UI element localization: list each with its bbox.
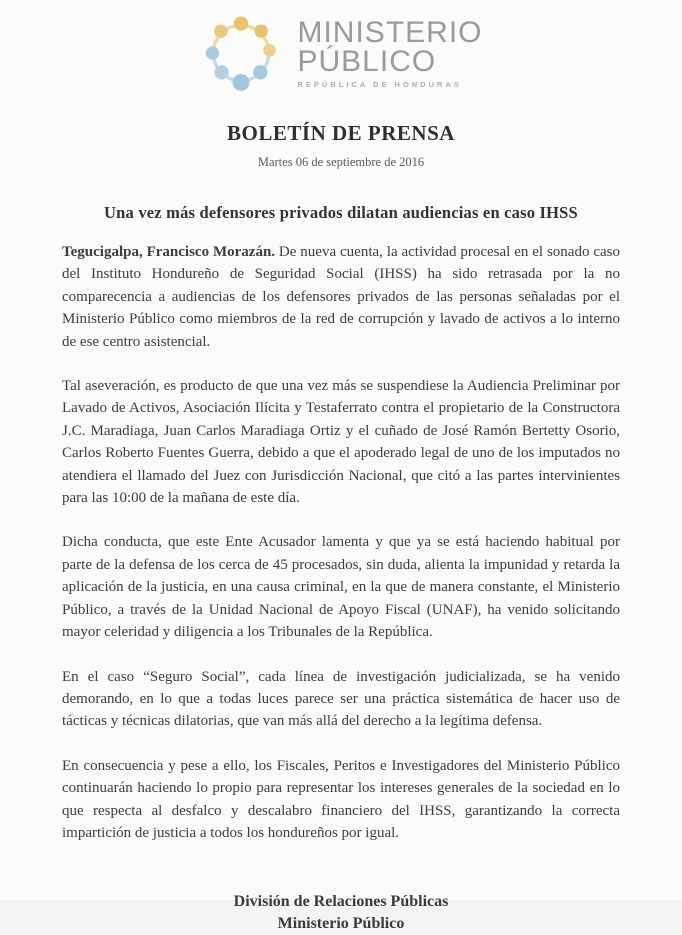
footer-division: División de Relaciones Públicas [233, 893, 449, 911]
paragraph-1-text: De nueva cuenta, la actividad procesal en el sonado caso del Instituto Hondureño de Seguridad Social (IHSS) ha sido retrasada por la no comparecencia a audiencias de los defensores privados de las personas señaladas por el Ministerio Público como miembros de la red de corrupción y lavado de activos a lo interno de ese centro asistencial. [62, 244, 621, 350]
footer-ministry: Ministerio Público [277, 915, 405, 933]
ministry-name-line1: MINISTERIO [297, 15, 483, 49]
body-paragraph-5: En consecuencia y pese a ello, los Fiscales, Peritos e Investigadores del Ministerio Público continuarán haciendo lo propio para representar los intereses generales de la sociedad en lo que respecta al desfalco y descalabro financiero del IHSS, garantizando la correcta impartición de justicia a todos los hondureños por igual. [62, 757, 620, 841]
bulletin-title: BOLETÍN DE PRENSA [227, 121, 455, 145]
body-paragraph-2: Tal aseveración, es producto de que una vez más se suspendiese la Audiencia Preliminar por Lavado de Activos, Asociación Ilícita y Testaferrato contra el propietario de la Constructora J.C. Maradiaga, Juan Carlos Maradiaga Ortiz y el cuñado de José Ramón Bertetty Osorio, Carlos Roberto Fuentes Guerra, debido a que el apoderado legal de uno de los imputados no atendiera el llamado del Juez con Jurisdicción Nacional, que citó a las partes intervinientes para las 10:00 de la mañana de este día. [62, 378, 620, 507]
ministry-tagline: REPÚBLICA DE HONDURAS [297, 79, 462, 89]
dateline-lead: Tegucigalpa, Francisco Morazán. [62, 244, 276, 260]
ministry-logo [0, 0, 682, 99]
circle-of-figures-emblem-icon [199, 11, 283, 95]
document-footer [0, 891, 682, 935]
body-paragraph-4: En el caso “Seguro Social”, cada línea de investigación judicializada, se ha venido demorando, en lo que a todas luces parece ser una práctica sistemática de hacer uso de tácticas y técnicas dilatorias, que van más allá del derecho a la legítima defensa. [62, 668, 620, 730]
ministry-name-line2: PÚBLICO [297, 44, 437, 78]
headline: Una vez más defensores privados dilatan audiencias en caso IHSS [104, 203, 578, 222]
bulletin-date: Martes 06 de septiembre de 2016 [257, 155, 425, 169]
document-body [62, 241, 620, 844]
body-paragraph-1 [62, 241, 620, 353]
ministry-wordmark [297, 15, 483, 89]
body-paragraph-3: Dicha conducta, que este Ente Acusador lamenta y que ya se está haciendo habitual por parte de la defensa de los cerca de 45 procesados, sin duda, alienta la impunidad y retarda la aplicación de la justicia, en una causa criminal, en la que de manera constante, el Ministerio Público, a través de la Unidad Nacional de Apoyo Fiscal (UNAF), ha venido solicitando mayor celeridad y diligencia a los Tribunales de la República. [62, 534, 620, 641]
